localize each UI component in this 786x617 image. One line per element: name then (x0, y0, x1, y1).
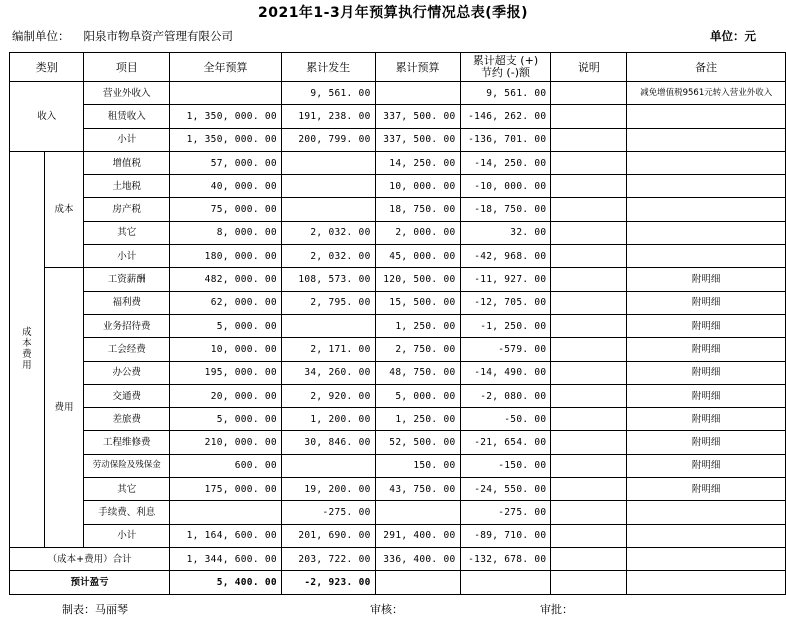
budget-cell: 291, 400. 00 (375, 524, 460, 547)
actual-cell (281, 314, 375, 337)
explanation-cell (551, 82, 627, 105)
explanation-cell (551, 361, 627, 384)
actual-cell (281, 198, 375, 221)
header-row (10, 53, 786, 82)
organization-line (12, 28, 233, 44)
annual-cell: 600. 00 (170, 454, 282, 477)
profit-row (10, 571, 786, 594)
table-row (10, 384, 786, 407)
item-cell: 其它 (84, 478, 170, 501)
actual-cell: 2, 032. 00 (281, 245, 375, 268)
header-item: 项目 (84, 53, 170, 82)
budget-cell: 1, 250. 00 (375, 314, 460, 337)
header-remark: 备注 (627, 53, 786, 82)
table-row (10, 361, 786, 384)
explanation-cell (551, 501, 627, 524)
organization-name: 阳泉市物阜资产管理有限公司 (83, 29, 233, 43)
budget-cell: 48, 750. 00 (375, 361, 460, 384)
item-cell: 手续费、利息 (84, 501, 170, 524)
organization-label: 编制单位： (12, 29, 70, 43)
annual-cell: 1, 350, 000. 00 (170, 128, 282, 151)
budget-cell: 120, 500. 00 (375, 268, 460, 291)
item-cell: 交通费 (84, 384, 170, 407)
table-row (10, 501, 786, 524)
item-cell: 业务招待费 (84, 314, 170, 337)
table-row (10, 198, 786, 221)
annual-cell (170, 82, 282, 105)
header-explanation: 说明 (551, 53, 627, 82)
annual-cell: 8, 000. 00 (170, 221, 282, 244)
variance-cell: -89, 710. 00 (460, 524, 551, 547)
total-remark-cell (627, 547, 786, 570)
annual-cell: 5, 000. 00 (170, 408, 282, 431)
item-cell: 差旅费 (84, 408, 170, 431)
annual-cell (170, 501, 282, 524)
annual-cell: 62, 000. 00 (170, 291, 282, 314)
total-actual-cell: 203, 722. 00 (281, 547, 375, 570)
remark-cell (627, 105, 786, 128)
explanation-cell (551, 431, 627, 454)
variance-cell: -18, 750. 00 (460, 198, 551, 221)
profit-explanation-cell (551, 571, 627, 594)
annual-cell: 195, 000. 00 (170, 361, 282, 384)
budget-cell: 337, 500. 00 (375, 105, 460, 128)
annual-cell: 180, 000. 00 (170, 245, 282, 268)
actual-cell: 108, 573. 00 (281, 268, 375, 291)
header-annual-budget: 全年预算 (170, 53, 282, 82)
total-explanation-cell (551, 547, 627, 570)
cost-expense-group-char: 费 (22, 349, 32, 361)
item-cell: 增值税 (84, 151, 170, 174)
table-row (10, 431, 786, 454)
variance-cell: -11, 927. 00 (460, 268, 551, 291)
explanation-cell (551, 338, 627, 361)
item-cell: 其它 (84, 221, 170, 244)
actual-cell: 200, 799. 00 (281, 128, 375, 151)
annual-cell: 210, 000. 00 (170, 431, 282, 454)
profit-label: 预计盈亏 (10, 571, 170, 594)
explanation-cell (551, 198, 627, 221)
variance-cell: -21, 654. 00 (460, 431, 551, 454)
explanation-cell (551, 221, 627, 244)
cost-expense-group-char: 成 (22, 327, 32, 339)
explanation-cell (551, 478, 627, 501)
remark-cell: 附明细 (627, 384, 786, 407)
variance-cell: -579. 00 (460, 338, 551, 361)
table-row (10, 338, 786, 361)
remark-cell (627, 128, 786, 151)
header-cumulative-budget: 累计预算 (375, 53, 460, 82)
explanation-cell (551, 245, 627, 268)
remark-cell (627, 221, 786, 244)
remark-cell: 附明细 (627, 291, 786, 314)
expense-subgroup-label: 费用 (44, 268, 84, 548)
budget-cell (375, 501, 460, 524)
explanation-cell (551, 128, 627, 151)
budget-cell: 5, 000. 00 (375, 384, 460, 407)
budget-cell: 45, 000. 00 (375, 245, 460, 268)
total-variance-cell: -132, 678. 00 (460, 547, 551, 570)
footer-reviewed-by: 审核： (370, 603, 403, 616)
budget-table (9, 52, 786, 595)
table-row (10, 291, 786, 314)
header-variance (460, 53, 551, 82)
item-cell: 小计 (84, 245, 170, 268)
item-cell: 工会经费 (84, 338, 170, 361)
item-cell: 土地税 (84, 175, 170, 198)
annual-cell: 10, 000. 00 (170, 338, 282, 361)
table-row (10, 268, 786, 291)
report-title: 2021年1-3月年预算执行情况总表(季报) (257, 5, 529, 21)
table-row (10, 128, 786, 151)
income-group-label: 收入 (10, 82, 84, 152)
budget-cell: 10, 000. 00 (375, 175, 460, 198)
actual-cell (281, 454, 375, 477)
table-row (10, 408, 786, 431)
actual-cell: 9, 561. 00 (281, 82, 375, 105)
budget-cell: 1, 250. 00 (375, 408, 460, 431)
actual-cell: 34, 260. 00 (281, 361, 375, 384)
annual-cell: 482, 000. 00 (170, 268, 282, 291)
variance-cell: -1, 250. 00 (460, 314, 551, 337)
cost-expense-group-char: 用 (22, 360, 32, 372)
variance-cell: -10, 000. 00 (460, 175, 551, 198)
actual-cell: 2, 795. 00 (281, 291, 375, 314)
total-row (10, 547, 786, 570)
actual-cell: 2, 171. 00 (281, 338, 375, 361)
profit-remark-cell (627, 571, 786, 594)
item-cell: 办公费 (84, 361, 170, 384)
actual-cell: 30, 846. 00 (281, 431, 375, 454)
remark-cell (627, 524, 786, 547)
remark-cell: 附明细 (627, 454, 786, 477)
budget-cell: 337, 500. 00 (375, 128, 460, 151)
budget-cell: 14, 250. 00 (375, 151, 460, 174)
remark-cell (627, 198, 786, 221)
budget-cell: 2, 000. 00 (375, 221, 460, 244)
footer-approved-by: 审批： (540, 603, 573, 616)
table-row (10, 524, 786, 547)
variance-cell: 32. 00 (460, 221, 551, 244)
annual-cell: 20, 000. 00 (170, 384, 282, 407)
budget-cell (375, 82, 460, 105)
actual-cell: 2, 032. 00 (281, 221, 375, 244)
cost-subgroup-label: 成本 (44, 151, 84, 267)
item-cell: 小计 (84, 128, 170, 151)
annual-cell: 1, 164, 600. 00 (170, 524, 282, 547)
total-label: （成本+费用）合计 (10, 547, 170, 570)
annual-cell: 1, 350, 000. 00 (170, 105, 282, 128)
variance-cell: -2, 080. 00 (460, 384, 551, 407)
item-cell: 工资薪酬 (84, 268, 170, 291)
table-row (10, 82, 786, 105)
variance-cell: -150. 00 (460, 454, 551, 477)
remark-cell (627, 175, 786, 198)
remark-cell (627, 151, 786, 174)
profit-actual-cell: -2, 923. 00 (281, 571, 375, 594)
variance-cell: -14, 250. 00 (460, 151, 551, 174)
profit-budget-cell (375, 571, 460, 594)
variance-cell: -136, 701. 00 (460, 128, 551, 151)
remark-cell (627, 501, 786, 524)
remark-cell: 附明细 (627, 361, 786, 384)
explanation-cell (551, 314, 627, 337)
actual-cell (281, 175, 375, 198)
remark-cell: 附明细 (627, 314, 786, 337)
remark-cell: 附明细 (627, 478, 786, 501)
table-row (10, 245, 786, 268)
header-variance-line2: 节约 (-)额 (480, 66, 530, 79)
remark-cell (627, 245, 786, 268)
explanation-cell (551, 175, 627, 198)
variance-cell: -275. 00 (460, 501, 551, 524)
explanation-cell (551, 291, 627, 314)
table-row (10, 105, 786, 128)
budget-cell: 43, 750. 00 (375, 478, 460, 501)
variance-cell: -42, 968. 00 (460, 245, 551, 268)
actual-cell (281, 151, 375, 174)
explanation-cell (551, 408, 627, 431)
table-row (10, 175, 786, 198)
annual-cell: 40, 000. 00 (170, 175, 282, 198)
actual-cell: 201, 690. 00 (281, 524, 375, 547)
header-variance-line1: 累计超支 (+) (472, 54, 539, 67)
profit-variance-cell (460, 571, 551, 594)
total-annual-cell: 1, 344, 600. 00 (170, 547, 282, 570)
annual-cell: 75, 000. 00 (170, 198, 282, 221)
variance-cell: -50. 00 (460, 408, 551, 431)
annual-cell: 5, 000. 00 (170, 314, 282, 337)
item-cell: 工程维修费 (84, 431, 170, 454)
table-row (10, 221, 786, 244)
currency-unit: 单位：元 (710, 29, 756, 43)
variance-cell: -12, 705. 00 (460, 291, 551, 314)
item-cell: 劳动保险及残保金 (84, 454, 170, 477)
budget-cell: 2, 750. 00 (375, 338, 460, 361)
remark-cell: 减免增值税9561元转入营业外收入 (627, 82, 786, 105)
profit-annual-cell: 5, 400. 00 (170, 571, 282, 594)
item-cell: 房产税 (84, 198, 170, 221)
variance-cell: -14, 490. 00 (460, 361, 551, 384)
item-cell: 营业外收入 (84, 82, 170, 105)
remark-cell: 附明细 (627, 431, 786, 454)
annual-cell: 175, 000. 00 (170, 478, 282, 501)
explanation-cell (551, 384, 627, 407)
explanation-cell (551, 454, 627, 477)
remark-cell: 附明细 (627, 408, 786, 431)
table-row (10, 314, 786, 337)
budget-cell: 18, 750. 00 (375, 198, 460, 221)
item-cell: 租赁收入 (84, 105, 170, 128)
actual-cell: 2, 920. 00 (281, 384, 375, 407)
remark-cell: 附明细 (627, 338, 786, 361)
footer-prepared-by: 制表：马丽琴 (62, 603, 128, 616)
variance-cell: -146, 262. 00 (460, 105, 551, 128)
variance-cell: 9, 561. 00 (460, 82, 551, 105)
total-budget-cell: 336, 400. 00 (375, 547, 460, 570)
table-row (10, 478, 786, 501)
budget-cell: 15, 500. 00 (375, 291, 460, 314)
budget-cell: 150. 00 (375, 454, 460, 477)
table-row (10, 454, 786, 477)
actual-cell: 1, 200. 00 (281, 408, 375, 431)
actual-cell: -275. 00 (281, 501, 375, 524)
item-cell: 小计 (84, 524, 170, 547)
remark-cell: 附明细 (627, 268, 786, 291)
explanation-cell (551, 105, 627, 128)
actual-cell: 191, 238. 00 (281, 105, 375, 128)
budget-cell: 52, 500. 00 (375, 431, 460, 454)
header-actual: 累计发生 (281, 53, 375, 82)
explanation-cell (551, 151, 627, 174)
explanation-cell (551, 524, 627, 547)
cost-expense-group-label (10, 151, 45, 547)
table-row (10, 151, 786, 174)
annual-cell: 57, 000. 00 (170, 151, 282, 174)
variance-cell: -24, 550. 00 (460, 478, 551, 501)
item-cell: 福利费 (84, 291, 170, 314)
explanation-cell (551, 268, 627, 291)
actual-cell: 19, 200. 00 (281, 478, 375, 501)
cost-expense-group-char: 本 (22, 338, 32, 350)
header-category: 类别 (10, 53, 84, 82)
